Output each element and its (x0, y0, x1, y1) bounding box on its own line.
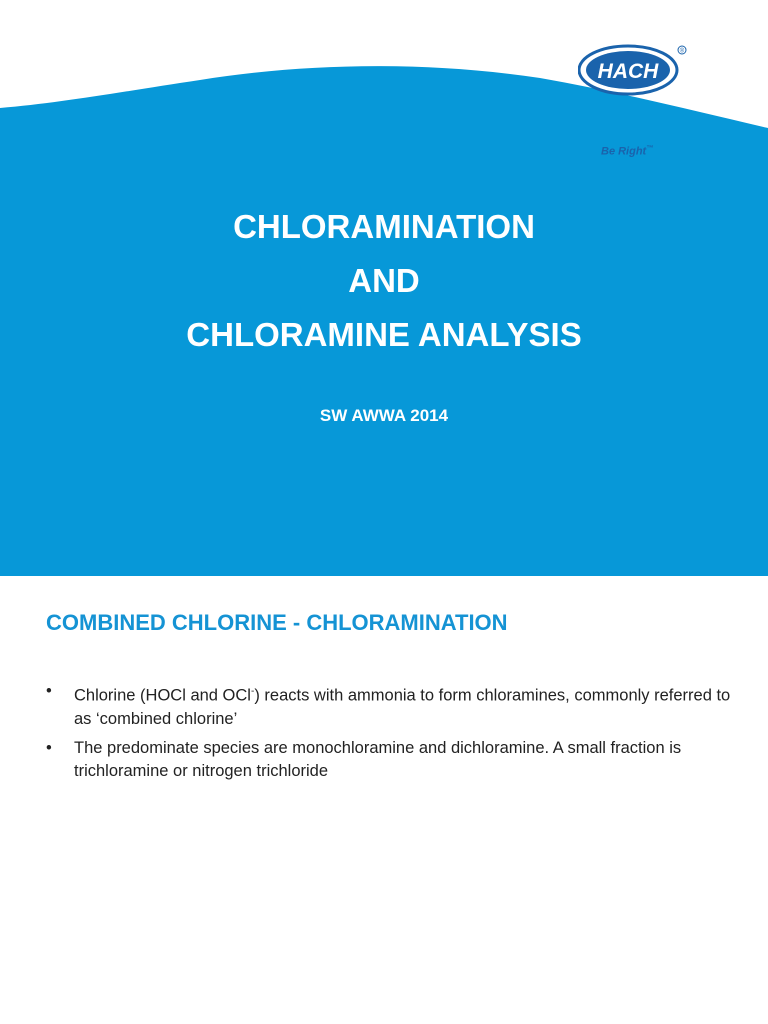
slide-subtitle: SW AWWA 2014 (319, 406, 449, 425)
bullet-item: • The predominate species are monochloramine and dichloramine. A small fraction is trichloramine or nitrogen trichloride (46, 738, 682, 780)
bullet-list (46, 680, 736, 789)
logo-brand-text: HACH (597, 60, 659, 83)
slide-title (0, 200, 768, 362)
content-slide (0, 576, 768, 1024)
hach-logo (578, 44, 690, 158)
title-line-3: CHLORAMINE ANALYSIS (186, 316, 582, 353)
bullet-dot: • (46, 738, 52, 757)
svg-text:®: ® (679, 48, 685, 55)
title-line-2: AND (348, 262, 420, 299)
bullet-dot: • (46, 682, 52, 700)
logo-tagline: Be Right™ (601, 145, 654, 158)
slide-heading: COMBINED CHLORINE - CHLORAMINATION (46, 610, 508, 635)
bullet-item: • Chlorine (HOCl and OCl-) reacts with ammonia to form chloramines, commonly referred to as ‘combined chlorine’ (46, 682, 731, 728)
title-line-1: CHLORAMINATION (233, 208, 535, 245)
